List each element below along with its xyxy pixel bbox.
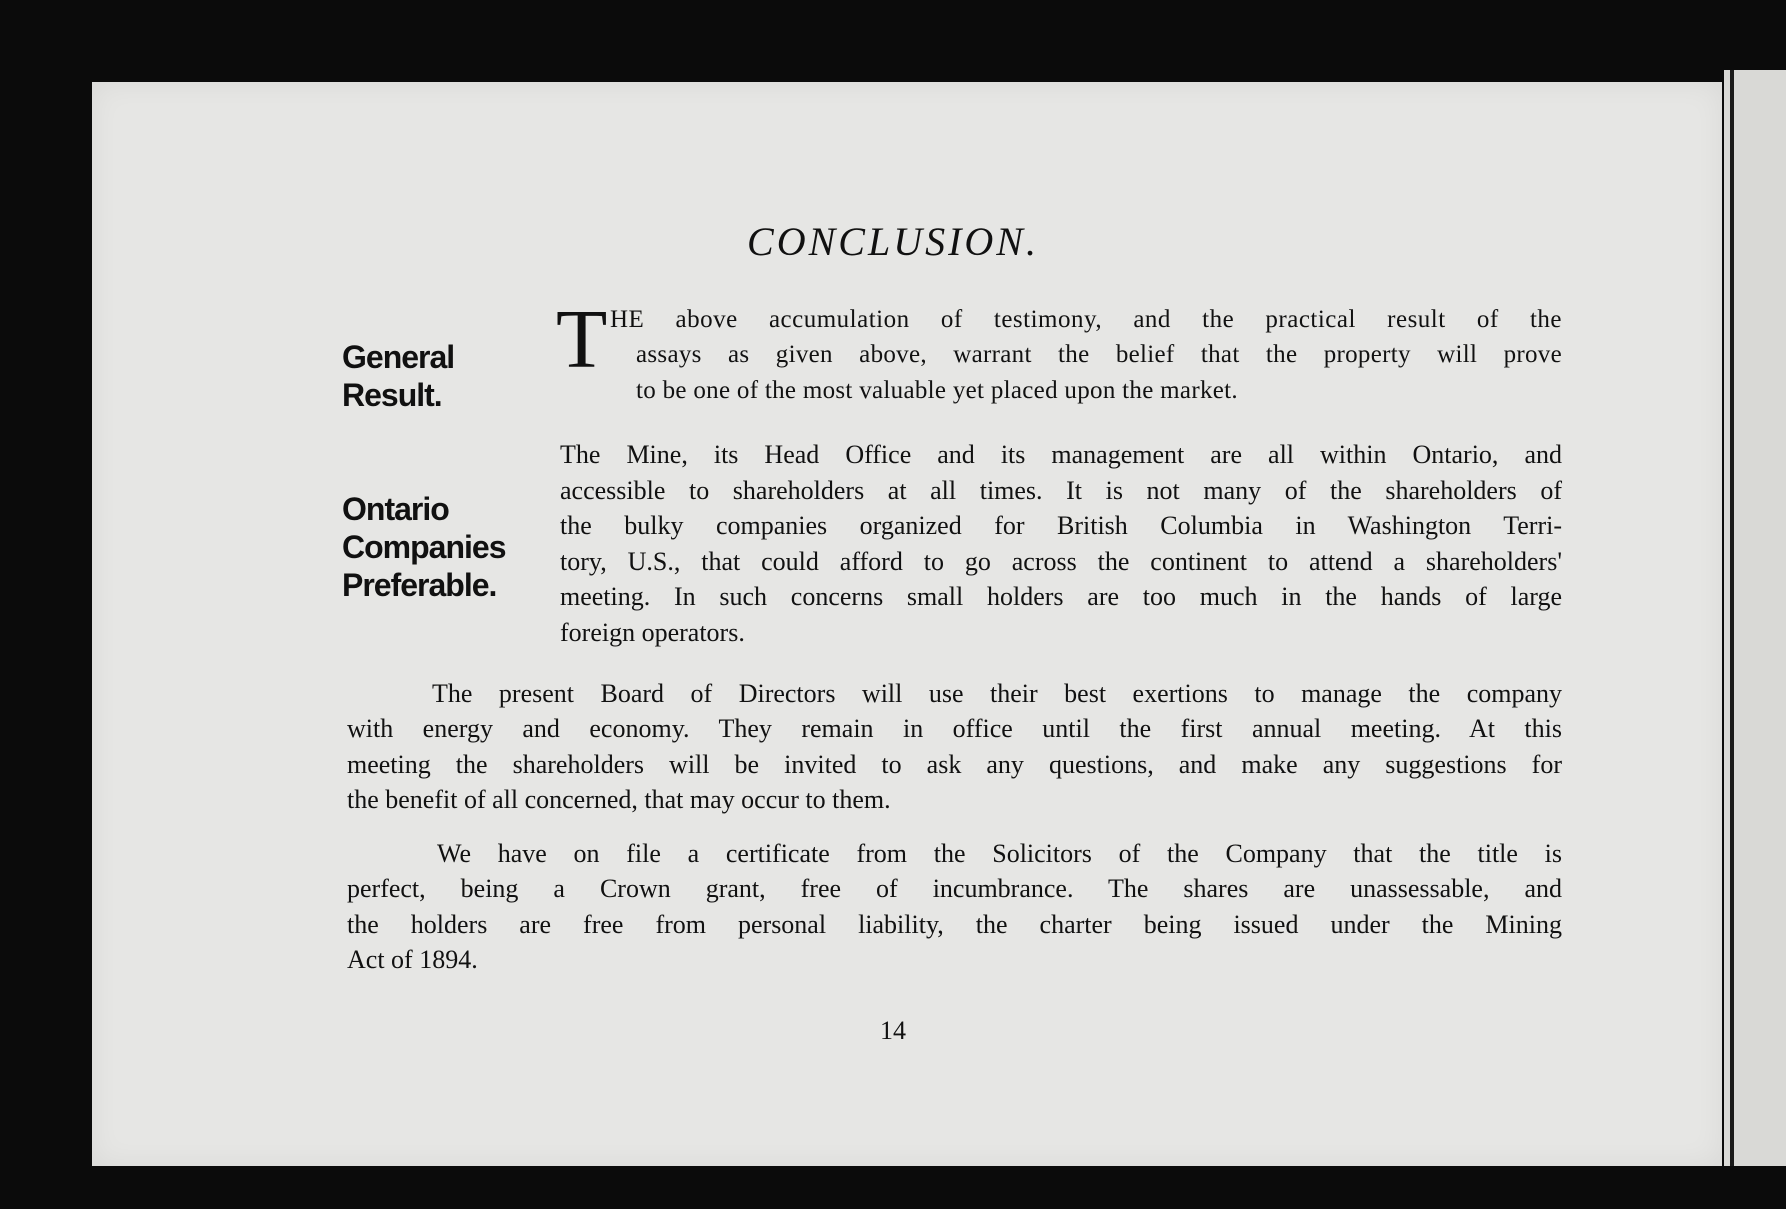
- paragraph-general-result-cont: [636, 337, 1562, 408]
- sidenote-line: General: [342, 339, 455, 375]
- sidenote-ontario-companies: [342, 490, 505, 604]
- text-line: HE above accumulation of testimony, and the practical result of the: [610, 306, 1562, 333]
- sidenote-general-result: [342, 338, 454, 414]
- paragraph-certificate: [347, 871, 1562, 978]
- sidenote-line: Result.: [342, 377, 442, 413]
- text-line: to be one of the most valuable yet placed upon the market.: [636, 376, 1238, 404]
- page-number: 14: [880, 1016, 906, 1045]
- text-line: the holders are free from personal liability, the charter being issued under the Mining: [347, 909, 1562, 939]
- paragraph-directors-first: [432, 676, 1562, 712]
- page-title: CONCLUSION.: [747, 219, 1039, 264]
- text-line: meeting. In such concerns small holders are too much in the hands of large: [560, 582, 1562, 611]
- text-line: meeting the shareholders will be invited to ask any questions, and make any suggestions for: [347, 749, 1562, 779]
- paragraph-general-result: [610, 302, 1562, 338]
- text-line: The present Board of Directors will use their best exertions to manage the company: [432, 679, 1562, 708]
- text-line: the bulky companies organized for British Columbia in Washington Terri-: [560, 511, 1562, 540]
- text-line: the benefit of all concerned, that may occur to them.: [347, 785, 891, 814]
- drop-cap: T: [556, 293, 608, 386]
- sidenote-line: Preferable.: [342, 567, 497, 603]
- text-line: accessible to shareholders at all times. It is not many of the shareholders of: [560, 475, 1562, 505]
- paragraph-certificate-first: [437, 836, 1562, 872]
- text-line: tory, U.S., that could afford to go across the continent to attend a shareholders': [560, 546, 1562, 576]
- text-line: The Mine, its Head Office and its management are all within Ontario, and: [560, 440, 1562, 469]
- sidenote-line: Companies: [342, 529, 506, 565]
- text-line: Act of 1894.: [347, 945, 478, 974]
- text-line: with energy and economy. They remain in office until the first annual meeting. At this: [347, 714, 1562, 743]
- sidenote-line: Ontario: [342, 491, 449, 527]
- paragraph-directors: [347, 711, 1562, 818]
- text-line: perfect, being a Crown grant, free of incumbrance. The shares are unassessable, and: [347, 874, 1562, 903]
- scan-bottom-border: [0, 1166, 1786, 1209]
- paragraph-ontario: [560, 437, 1562, 650]
- text-line: assays as given above, warrant the belief that the property will prove: [636, 341, 1562, 368]
- text-line: foreign operators.: [560, 617, 745, 647]
- text-line: We have on file a certificate from the Solicitors of the Company that the title is: [437, 839, 1562, 868]
